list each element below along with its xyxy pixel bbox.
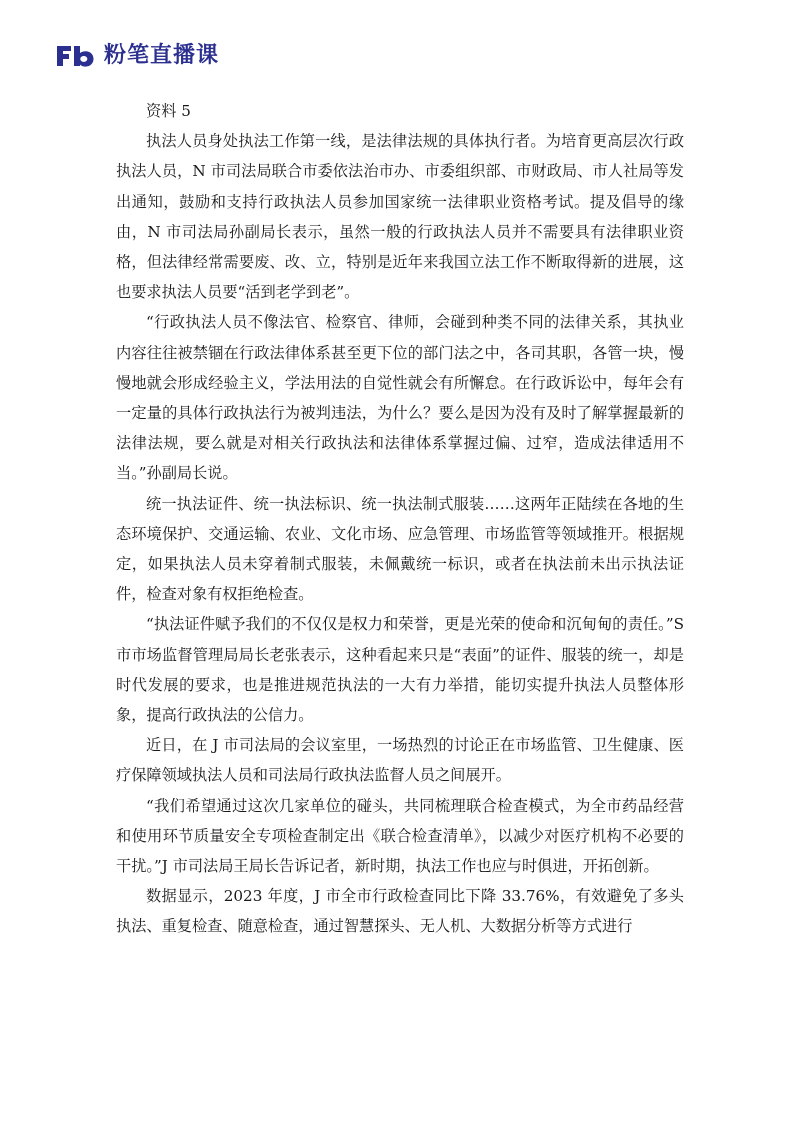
paragraph-3: 统一执法证件、统一执法标识、统一执法制式服装……这两年正陆续在各地的生态环境保护、交通运输、农业、文化市场、应急管理、市场监管等领域推开。根据规定，如果执法人员未穿着制式服装，未佩戴统一标识，或者在执法前未出示执法证件，检查对象有权拒绝检查。 <box>116 494 684 604</box>
paragraph-2: “行政执法人员不像法官、检察官、律师，会碰到种类不同的法律关系，其执业内容往往被禁锢在行政法律体系甚至更下位的部门法之中，各司其职，各管一块，慢慢地就会形成经验主义，学法用法的自觉性就会有所懈怠。在行政诉讼中，每年会有一定量的具体行政执法行为被判违法，为什么？要么是因为没有及时了解掌握最新的法律法规，要么就是对相关行政执法和法律体系掌握过偏、过窄，造成法律适用不当。”孙副局长说。 <box>116 313 684 483</box>
paragraph-1: 执法人员身处执法工作第一线，是法律法规的具体执行者。为培育更高层次行政执法人员，N 市司法局联合市委依法治市办、市委组织部、市财政局、市人社局等发出通知，鼓励和支持行政执法人员参加国家统一法律职业资格考试。提及倡导的缘由，N 市司法局孙副局长表示，虽然一般的行政执法人员并不需要具有法律职业资格，但法律经常需要废、改、立，特别是近年来我国立法工作不断取得新的进展，这也要求执法人员要“活到老学到老”。 <box>116 132 684 302</box>
paragraph-5: 近日，在 J 市司法局的会议室里，一场热烈的讨论正在市场监管、卫生健康、医疗保障领域执法人员和司法局行政执法监督人员之间展开。 <box>116 736 684 785</box>
fenbi-logo-icon <box>54 43 96 69</box>
document-body <box>116 96 684 942</box>
section-label: 资料 5 <box>146 102 191 120</box>
paragraph-7: 数据显示，2023 年度，J 市全市行政检查同比下降 33.76%，有效避免了多头执法、重复检查、随意检查，通过智慧探头、无人机、大数据分析等方式进行 <box>116 887 684 936</box>
brand-header <box>54 42 219 70</box>
brand-name: 粉笔直播课 <box>104 43 220 68</box>
paragraph-4: “执法证件赋予我们的不仅仅是权力和荣誉，更是光荣的使命和沉甸甸的责任。”S 市市场监督管理局局长老张表示，这种看起来只是“表面”的证件、服装的统一，却是时代发展的要求，也是推进规范执法的一大有力举措，能切实提升执法人员整体形象，提高行政执法的公信力。 <box>116 615 684 725</box>
paragraph-6: “我们希望通过这次几家单位的碰头，共同梳理联合检查模式，为全市药品经营和使用环节质量安全专项检查制定出《联合检查清单》，以减少对医疗机构不必要的干扰。”J 市司法局王局长告诉记者，新时期，执法工作也应与时俱进，开拓创新。 <box>116 796 684 876</box>
